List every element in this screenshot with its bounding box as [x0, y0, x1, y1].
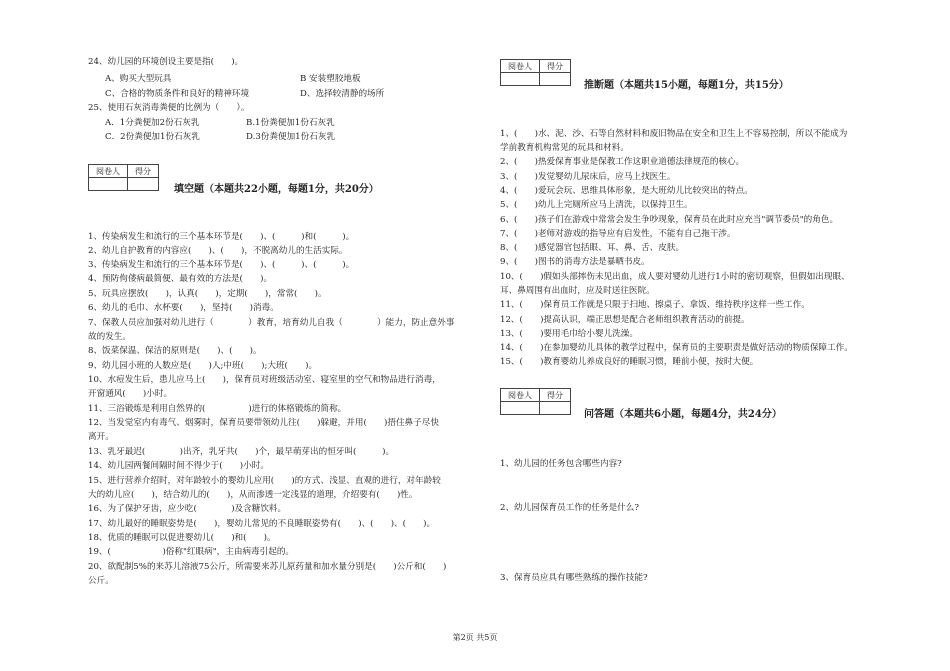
fill-item: 10、水痘发生后，患儿应马上( )，保育员对班级活动室、寝室里的空气和物品进行消毒， — [88, 375, 441, 385]
score-label: 得分 — [540, 389, 571, 402]
fill-item: 2、幼儿自护教育的内容应( )、( )，不脱离幼儿的生活实际。 — [88, 246, 348, 256]
judge-item: 11、( )保育员工作就是只限于扫地、擦桌子、拿饭、维持秩序这样一些工作。 — [500, 300, 810, 310]
grader-label: 阅卷人 — [501, 60, 540, 73]
judge-item: 13、( )要用毛巾给小婴儿洗澡。 — [500, 329, 638, 339]
fill-item-cont: 公斤。 — [88, 576, 114, 586]
grader-label: 阅卷人 — [89, 165, 128, 178]
fill-item: 6、幼儿的毛巾、水杯要( )，坚持( )消毒。 — [88, 303, 279, 313]
fill-item: 14、幼儿园两餐间隔时间不得少于( )小时。 — [88, 461, 269, 471]
page-footer: 第2页 共5页 — [452, 633, 498, 642]
judge-item: 5、( )幼儿上完厕所应马上清洗，以保持卫生。 — [500, 200, 693, 210]
judge-item: 8、( )感觉器官包括眼、耳、鼻、舌、皮肤。 — [500, 243, 685, 253]
score-cell[interactable] — [540, 402, 571, 415]
section-title-qa: 问答题（本题共6小题，每题4分，共24分） — [584, 409, 782, 420]
question-24: 24、幼儿园的环境创设主要是指( )。 — [88, 57, 244, 67]
judge-item: 10、( )假如头部摔伤未见出血，成人要对婴幼儿进行1小时的密切观察，但假如出现眼、 — [500, 272, 850, 282]
judge-item: 9、( )图书的消毒方法是暴晒书皮。 — [500, 257, 650, 267]
fill-item: 19、( )俗称"红眼病"，主由病毒引起的。 — [88, 547, 295, 557]
question-25: 25、使用石灰消毒粪便的比例为（ ）。 — [88, 103, 250, 113]
qa-item: 3、保育员应具有哪些熟练的操作技能? — [500, 573, 648, 583]
fill-item: 13、乳牙最迟( )出齐，乳牙共( )个，最早萌芽出的恒牙叫( )。 — [88, 447, 395, 457]
grader-label: 阅卷人 — [501, 389, 540, 402]
judge-item: 7、( )老师对游戏的指导应有启发性，不能有自己拖干涉。 — [500, 229, 736, 239]
score-cell[interactable] — [540, 73, 571, 86]
option-24d: D、选择较清静的场所 — [300, 89, 385, 99]
option-25d: D.3份粪便加1份石灰乳 — [246, 132, 336, 142]
fill-item: 15、进行营养介绍时，对年龄较小的婴幼儿应用( )的方式、浅显、直观的进行，对年龄较 — [88, 476, 441, 486]
option-24a: A、购买大型玩具 — [105, 74, 172, 84]
fill-item: 8、饭菜保温、保洁的原则是( )、( )。 — [88, 346, 262, 356]
judge-item: 14、( )在参加婴幼儿具体的教学过程中，保育员的主要职责是做好活动的物质保障工作。 — [500, 343, 853, 353]
judge-item-cont: 耳、鼻周围有出血时，应及时送往医院。 — [500, 286, 655, 296]
judge-item: 15、( )教育婴幼儿养成良好的睡眠习惯，睡前小便，按时大便。 — [500, 357, 759, 367]
judge-item-cont: 学前教育机构常见的玩具和材料。 — [500, 143, 629, 153]
score-box-judge — [500, 59, 571, 86]
fill-item-cont: 离开。 — [88, 432, 114, 442]
grader-cell[interactable] — [501, 402, 540, 415]
fill-item-cont: 故的发生。 — [88, 332, 131, 342]
fill-item: 4、预防佝偻病最简便、最有效的方法是( )。 — [88, 274, 273, 284]
fill-item: 3、传染病发生和流行的三个基本环节是( )、( )、( )。 — [88, 260, 355, 270]
option-25b: B.1份粪便加1份石灰乳 — [246, 118, 335, 128]
judge-item: 2、( )热爱保育事业是保教工作这职业道德法律规范的核心。 — [500, 157, 745, 167]
judge-item: 3、( )发觉婴幼儿尿床后，应马上找医生。 — [500, 172, 676, 182]
fill-item: 18、优质的睡眠可以促进婴幼儿( )和( )。 — [88, 533, 276, 543]
fill-item: 11、三浴锻炼是利用自然界的( )进行的体格锻炼的简称。 — [88, 404, 347, 414]
judge-item: 4、( )爱玩会玩、思维具体形象，是大班幼儿比较突出的特点。 — [500, 186, 753, 196]
score-label: 得分 — [540, 60, 571, 73]
fill-item: 9、幼儿园小班的人数应是( )人;中班( );大班( )。 — [88, 361, 318, 371]
qa-item: 2、幼儿园保育员工作的任务是什么? — [500, 503, 639, 513]
fill-item: 16、为了保护牙齿，应少吃( )及含糖饮料。 — [88, 504, 287, 514]
fill-item: 5、玩具应摆放( )，认真( )，定期( )，常常( )。 — [88, 289, 327, 299]
score-box-qa — [500, 388, 571, 415]
judge-item: 12、( )提高认识，端正思想是配合老师组织教育活动的前提。 — [500, 315, 750, 325]
fill-item-cont: 开窗通风( )小时。 — [88, 389, 173, 399]
section-title-fill: 填空题（本题共22小题，每题1分，共20分） — [174, 184, 379, 195]
grader-cell[interactable] — [501, 73, 540, 86]
fill-item: 17、幼儿最好的睡眠姿势是( )，婴幼儿常见的不良睡眠姿势有( )、( )、( )。 — [88, 519, 436, 529]
option-24c: C、合格的物质条件和良好的精神环境 — [105, 89, 250, 99]
section-title-judge: 推断题（本题共15小题，每题1分，共15分） — [584, 80, 789, 91]
score-cell[interactable] — [128, 178, 159, 191]
option-25a: A．1分粪便加2份石灰乳 — [105, 118, 200, 128]
option-25c: C．2份粪便加1份石灰乳 — [105, 132, 200, 142]
fill-item: 20、欲配制5%的来苏儿溶液75公斤，所需要来苏儿原药量和加水量分别是( )公斤和( ) — [88, 562, 447, 572]
score-label: 得分 — [128, 165, 159, 178]
fill-item: 1、传染病发生和流行的三个基本环节是( )、( )和( )。 — [88, 232, 355, 242]
fill-item-cont: 大的幼儿应( )，结合幼儿的( )，从而渗透一定浅显的道理，介绍要有( )性。 — [88, 490, 418, 500]
judge-item: 6、( )孩子们在游戏中常常会发生争吵现象，保育员在此时应充当"调节委员"的角色。 — [500, 215, 839, 225]
option-24b: B 安装塑胶地板 — [300, 74, 361, 84]
qa-item: 1、幼儿园的任务包含哪些内容? — [500, 459, 622, 469]
score-box-fill — [88, 164, 159, 191]
grader-cell[interactable] — [89, 178, 128, 191]
judge-item: 1、( )水、泥、沙、石等自然材料和废旧物品在安全和卫生上不容易控制，所以不能成为 — [500, 129, 848, 139]
fill-item: 12、当发觉室内有毒气、烟雾时，保育员要带领幼儿往( )躲避，并用( )捂住鼻子尽快 — [88, 418, 439, 428]
fill-item: 7、保教人员应加强对幼儿进行（ ）教育，培育幼儿自我（ ）能力，防止意外事 — [88, 318, 455, 328]
